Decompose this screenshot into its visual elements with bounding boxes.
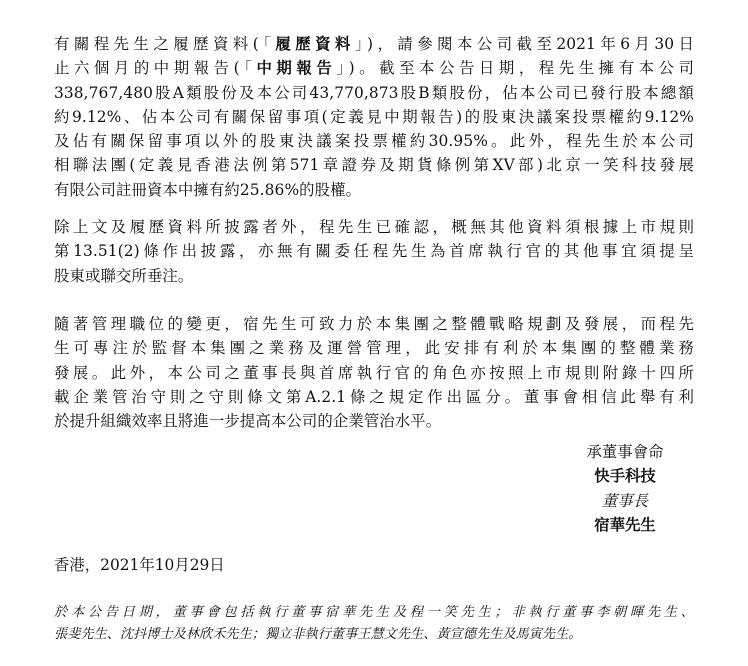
paragraph-line: 約9.12%、佔本公司有關保留事項(定義見中期報告)的股東決議案投票權約9.12%	[54, 107, 694, 126]
paragraph-line: 338,767,480股A類股份及本公司43,770,873股B類股份，佔本公司已發行股本總額	[54, 83, 694, 102]
paragraph-line: 及佔有關保留事項以外的股東決議案投票權約30.95%。此外，程先生於本公司	[54, 132, 694, 151]
paragraph-governance	[54, 312, 694, 433]
paragraph-line: 載企業管治守則之守則條文第A.2.1條之規定作出區分。董事會相信此舉有利	[54, 387, 694, 406]
paragraph-line: 於提升組織效率且將進一步提高本公司的企業管治水平。	[54, 412, 442, 431]
defined-term-interim-report: 中期報告	[256, 59, 337, 78]
paragraph-line: 生可專注於監督本集團之業務及運營管理，此安排有利於本集團的整體業務	[54, 339, 694, 358]
paragraph-line: 有限公司註冊資本中擁有約25.86%的股權。	[54, 180, 362, 199]
paragraph-biography	[54, 32, 694, 202]
dateline: 香港，2021年10月29日	[54, 556, 225, 574]
signature-company: 快手科技	[594, 467, 656, 486]
paragraph-line: 隨著管理職位的變更，宿先生可致力於本集團之整體戰略規劃及發展，而程先	[54, 315, 694, 333]
footnote-line: 張斐先生、沈抖博士及林欣禾先生；獨立非執行董事王慧文先生、黃宣德先生及馬寅先生。	[54, 627, 582, 642]
paragraph-line: 有關程先生之履歷資料(「履歷資料」)，請參閱本公司截至2021年6月30日	[54, 35, 694, 53]
signature-title: 董事長	[601, 491, 649, 510]
signature-block	[560, 440, 690, 537]
board-composition-note	[54, 602, 694, 646]
signature-by-order: 承董事會命	[586, 443, 664, 461]
paragraph-line: 股東或聯交所垂注。	[54, 266, 194, 285]
paragraph-disclosure	[54, 215, 694, 288]
paragraph-line: 發展。此外，本公司之董事長與首席執行官的角色亦按照上市規則附錄十四所	[54, 363, 694, 382]
paragraph-line: 止六個月的中期報告(「中期報告」)。截至本公告日期，程先生擁有本公司	[54, 59, 694, 78]
paragraph-line: 相聯法團(定義見香港法例第571章證券及期貨條例第XV部)北京一笑科技發展	[54, 156, 694, 175]
footnote-line: 於本公告日期，董事會包括執行董事宿華先生及程一笑先生；非執行董事李朝暉先生、	[54, 605, 694, 620]
paragraph-line: 第13.51(2)條作出披露，亦無有關委任程先生為首席執行官的其他事宜須提呈	[54, 242, 694, 261]
defined-term-biography: 履歷資料	[275, 35, 355, 53]
signature-name: 宿華先生	[594, 515, 656, 534]
paragraph-line: 除上文及履歷資料所披露者外，程先生已確認，概無其他資料須根據上市規則	[54, 218, 694, 236]
